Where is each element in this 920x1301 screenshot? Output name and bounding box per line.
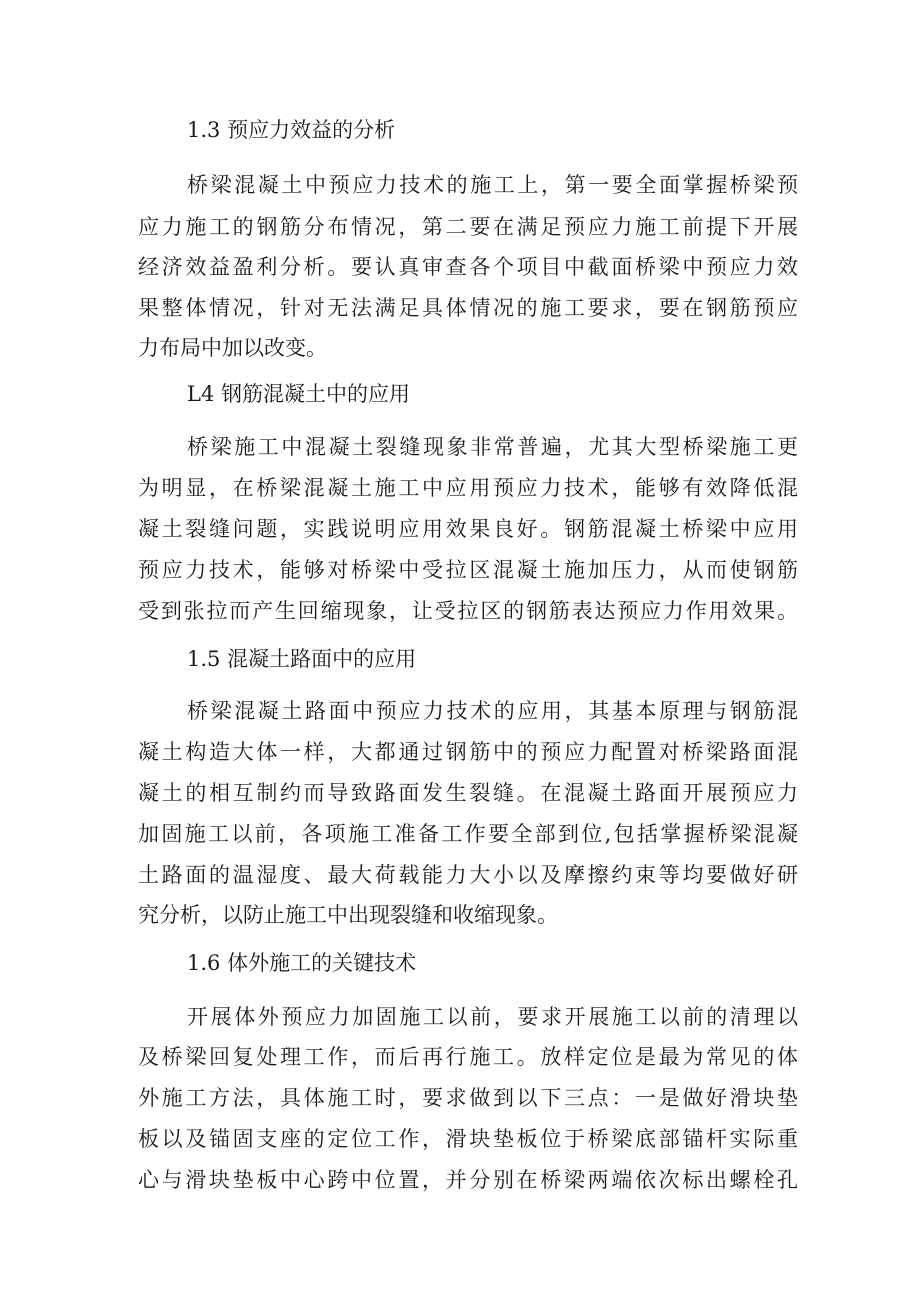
paragraph-line: 凝土裂缝问题，实践说明应用效果良好。钢筋混凝土桥梁中应用 bbox=[138, 517, 798, 541]
paragraph-line: 开展体外预应力加固施工以前，要求开展施工以前的清理以 bbox=[187, 1005, 798, 1029]
paragraph-line: 土路面的温湿度、最大荷载能力大小以及摩擦约束等均要做好研 bbox=[138, 863, 798, 887]
paragraph-line: 及桥梁回复处理工作，而后再行施工。放样定位是最为常见的体 bbox=[138, 1045, 798, 1069]
paragraph-line: 受到张拉而产生回缩现象，让受拉区的钢筋表达预应力作用效果。 bbox=[138, 599, 798, 623]
paragraph-line: 预应力技术，能够对桥梁中受拉区混凝土施加压力，从而使钢筋 bbox=[138, 558, 798, 582]
paragraph-line: 桥梁混凝土路面中预应力技术的应用，其基本原理与钢筋混 bbox=[187, 699, 798, 723]
paragraph-line: 板以及锚固支座的定位工作，滑块垫板位于桥梁底部锚杆实际重 bbox=[138, 1127, 798, 1151]
paragraph-line: 凝土的相互制约而导致路面发生裂缝。在混凝土路面开展预应力 bbox=[138, 781, 798, 805]
paragraph-line: 力布局中加以改变。 bbox=[138, 336, 327, 360]
paragraph-line: 经济效益盈利分析。要认真审查各个项目中截面桥梁中预应力效 bbox=[138, 255, 798, 279]
section-heading-1-5: 1.5 混凝土路面中的应用 bbox=[187, 647, 417, 671]
paragraph-line: 凝土构造大体一样，大都通过钢筋中的预应力配置对桥梁路面混 bbox=[138, 740, 798, 764]
paragraph-line: 外施工方法，具体施工时，要求做到以下三点：一是做好滑块垫 bbox=[138, 1086, 798, 1110]
paragraph-line: 桥梁混凝土中预应力技术的施工上，第一要全面掌握桥梁预 bbox=[187, 173, 798, 197]
section-heading-1-6: 1.6 体外施工的关键技术 bbox=[187, 951, 417, 975]
section-heading-1-4: L4 钢筋混凝土中的应用 bbox=[187, 382, 410, 406]
section-heading-1-3: 1.3 预应力效益的分析 bbox=[187, 118, 396, 142]
paragraph-line: 果整体情况，针对无法满足具体情况的施工要求，要在钢筋预应 bbox=[138, 296, 798, 320]
paragraph-line: 心与滑块垫板中心跨中位置，并分别在桥梁两端依次标出螺栓孔 bbox=[138, 1168, 798, 1192]
paragraph-line: 桥梁施工中混凝土裂缝现象非常普遍，尤其大型桥梁施工更 bbox=[187, 435, 798, 459]
paragraph-line: 为明显，在桥梁混凝土施工中应用预应力技术，能够有效降低混 bbox=[138, 476, 798, 500]
paragraph-line: 应力施工的钢筋分布情况，第二要在满足预应力施工前提下开展 bbox=[138, 215, 798, 239]
paragraph-line: 究分析，以防止施工中出现裂缝和收缩现象。 bbox=[138, 903, 558, 927]
paragraph-line: 加固施工以前，各项施工准备工作要全部到位,包括掌握桥梁混凝 bbox=[138, 822, 798, 846]
